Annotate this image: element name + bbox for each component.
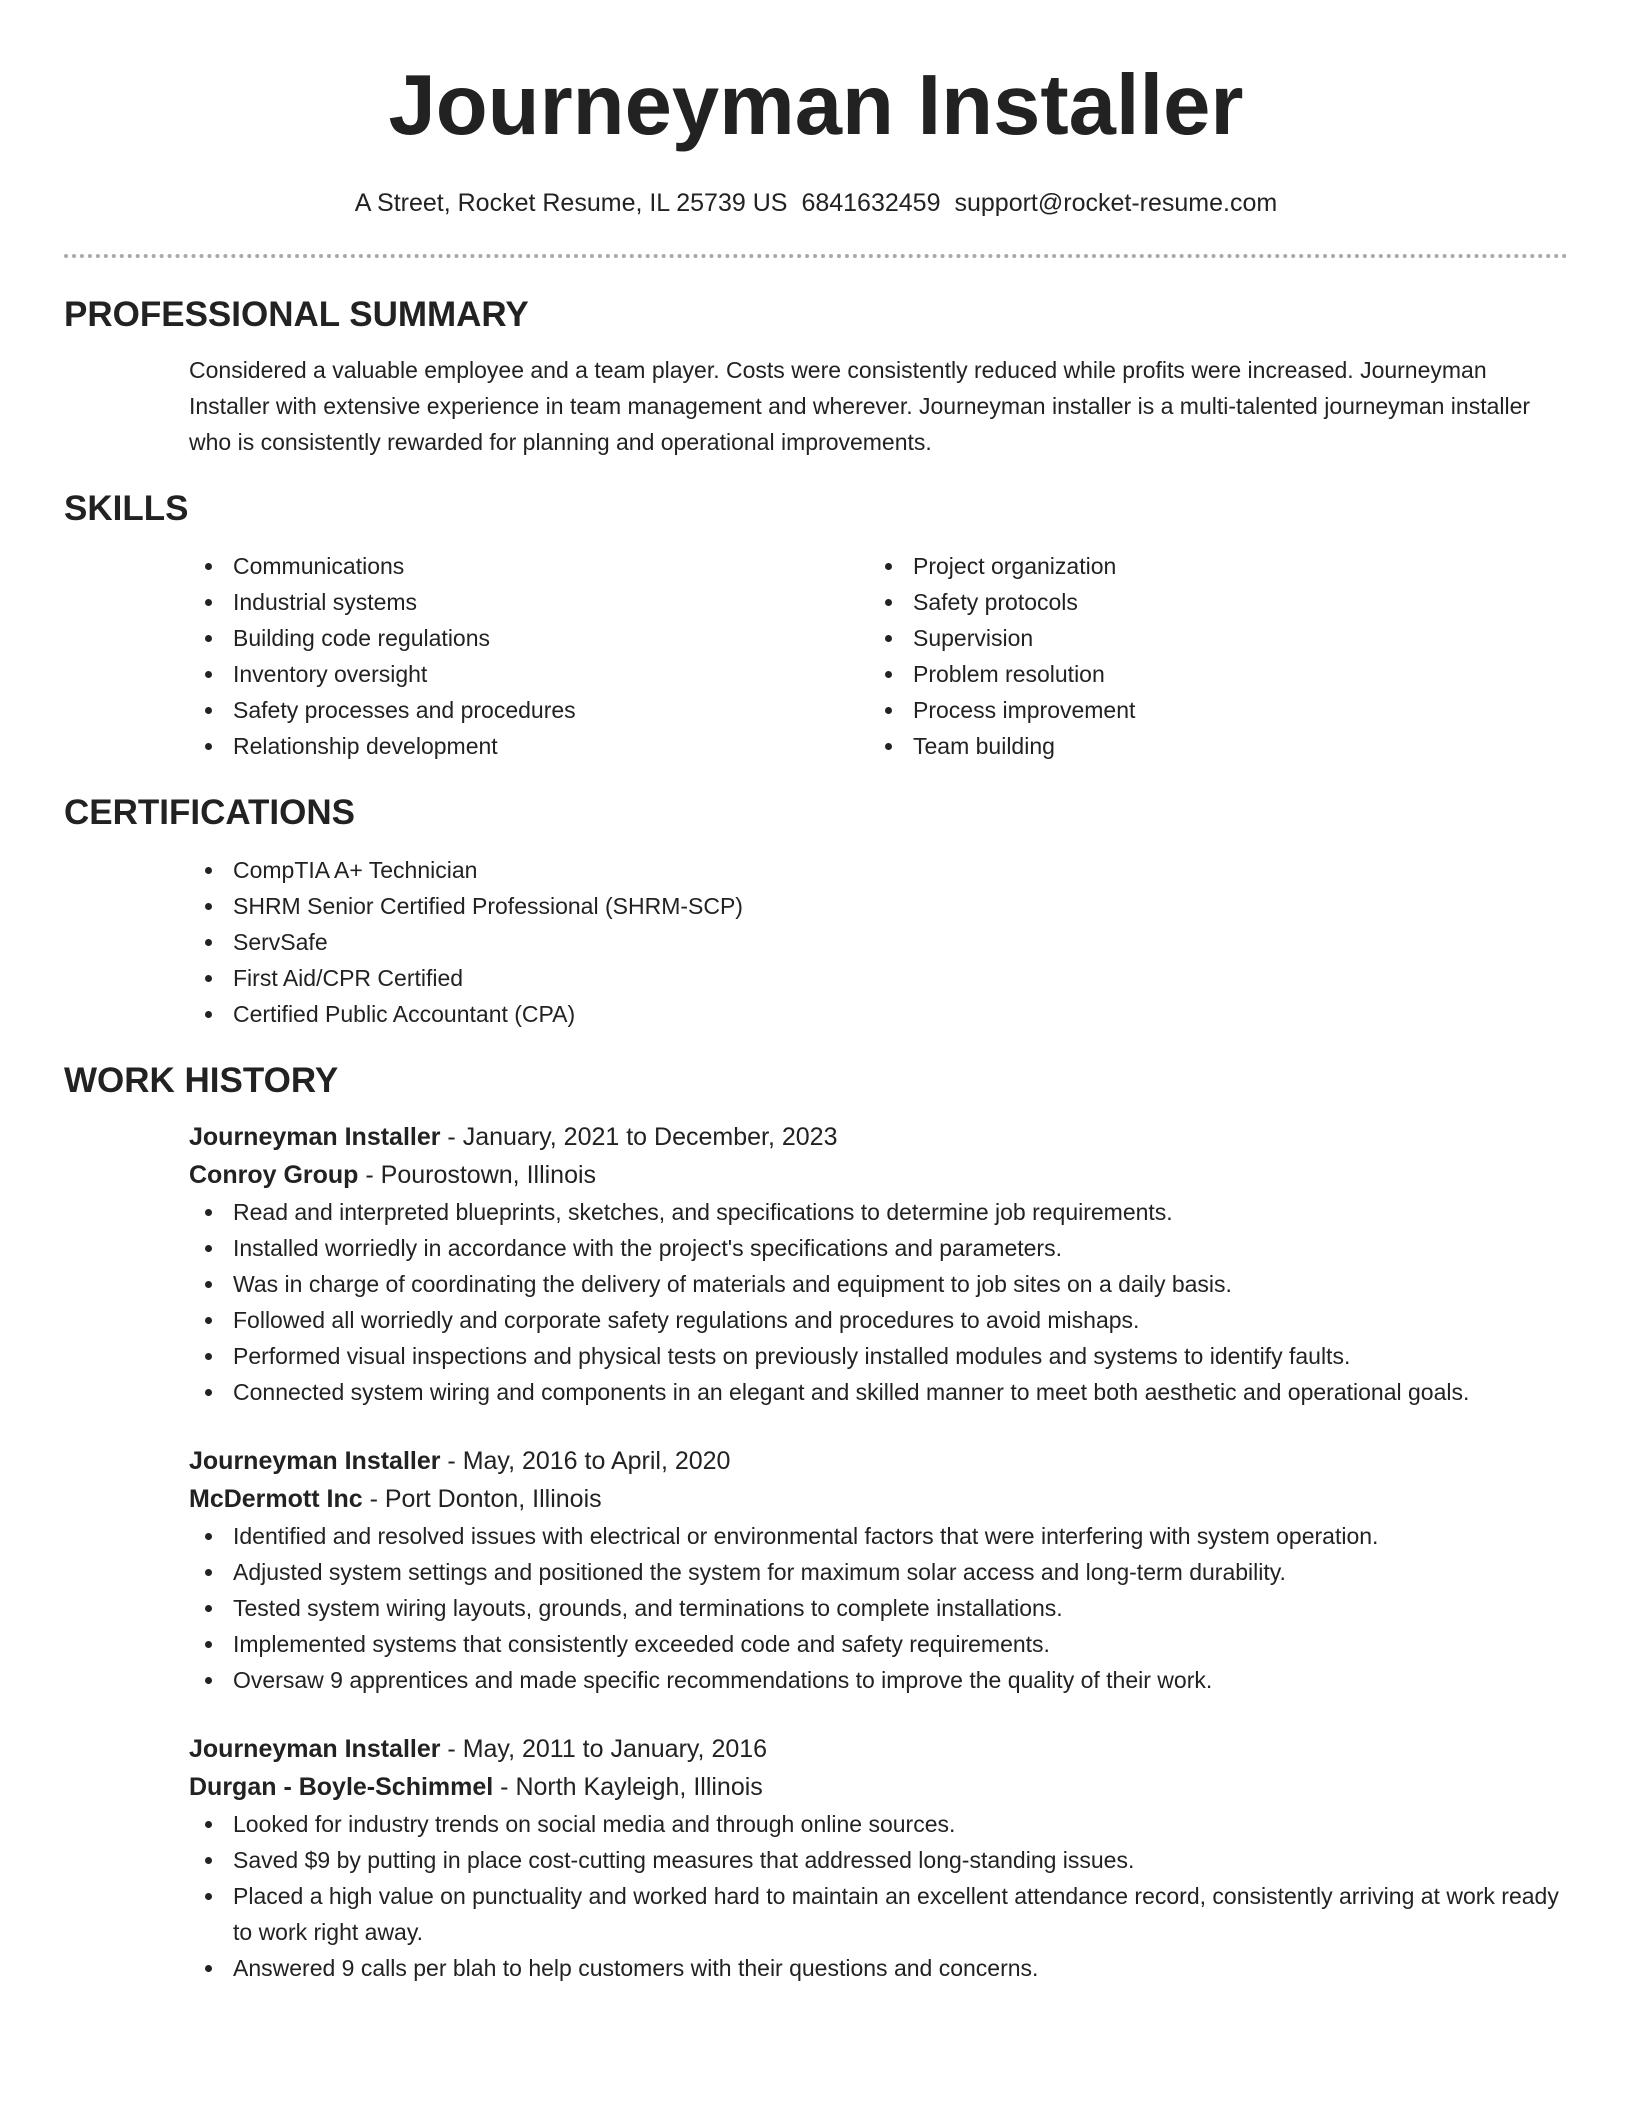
job-bullets <box>189 1194 1568 1410</box>
skills-grid <box>189 548 1568 764</box>
job-bullet: Installed worriedly in accordance with the project's specifications and parameters. <box>189 1230 1568 1266</box>
job-dates: - May, 2016 to April, 2020 <box>440 1447 731 1475</box>
job-bullet: Saved $9 by putting in place cost-cutting measures that addressed long-standing issues. <box>189 1842 1568 1878</box>
skill-item: Process improvement <box>869 692 1549 728</box>
job-title: Journeyman Installer <box>189 1735 441 1763</box>
skill-item: Relationship development <box>189 728 869 764</box>
job-bullet: Identified and resolved issues with electrical or environmental factors that were interfering with system operation. <box>189 1518 1568 1554</box>
job-bullet: Adjusted system settings and positioned the system for maximum solar access and long-term durability. <box>189 1554 1568 1590</box>
contact-phone: 6841632459 <box>801 189 941 217</box>
job-bullet: Answered 9 calls per blah to help customers with their questions and concerns. <box>189 1950 1568 1986</box>
job-dates: - May, 2011 to January, 2016 <box>440 1735 768 1763</box>
job-company-line <box>189 1156 1568 1194</box>
candidate-name: Journeyman Installer <box>388 58 1244 153</box>
job-bullet: Looked for industry trends on social media and through online sources. <box>189 1806 1568 1842</box>
summary-text: Considered a valuable employee and a team player. Costs were consistently reduced while profits were increased. Journeyman Installer with extensive experience in team management and wherever. Journeyman installer is a multi-talented journeyman installer who is consistently rewarded for planning and operational improvements. <box>189 357 1531 455</box>
summary-section <box>64 294 1568 460</box>
job-bullet: Connected system wiring and components in an elegant and skilled manner to meet both aesthetic and operational goals. <box>189 1374 1568 1410</box>
certifications-section <box>64 792 1568 1032</box>
skill-item: Team building <box>869 728 1549 764</box>
job-bullet: Oversaw 9 apprentices and made specific recommendations to improve the quality of their work. <box>189 1662 1568 1698</box>
job-company: Conroy Group <box>189 1161 359 1189</box>
resume-header <box>64 0 1568 220</box>
job-company-line <box>189 1768 1568 1806</box>
skill-item: Inventory oversight <box>189 656 869 692</box>
certification-item: First Aid/CPR Certified <box>189 960 1568 996</box>
section-title-work-history: WORK HISTORY <box>64 1061 339 1100</box>
job-location: - Pourostown, Illinois <box>358 1161 597 1189</box>
job-bullets <box>189 1806 1568 1986</box>
job-title: Journeyman Installer <box>189 1447 441 1475</box>
section-title-summary: PROFESSIONAL SUMMARY <box>64 295 529 334</box>
job-title-line <box>189 1118 1568 1156</box>
job-bullet: Was in charge of coordinating the delivery of materials and equipment to job sites on a daily basis. <box>189 1266 1568 1302</box>
skill-item: Building code regulations <box>189 620 869 656</box>
job-entry <box>189 1730 1568 1986</box>
job-title-line <box>189 1442 1568 1480</box>
work-history-section <box>64 1060 1568 1986</box>
certification-item: CompTIA A+ Technician <box>189 852 1568 888</box>
skill-item: Safety protocols <box>869 584 1549 620</box>
skills-section <box>64 488 1568 764</box>
skill-item: Industrial systems <box>189 584 869 620</box>
skill-item: Communications <box>189 548 869 584</box>
section-title-certifications: CERTIFICATIONS <box>64 793 356 832</box>
job-location: - North Kayleigh, Illinois <box>493 1773 763 1801</box>
skills-list-left <box>189 548 869 764</box>
job-entry <box>189 1442 1568 1698</box>
job-bullet: Placed a high value on punctuality and worked hard to maintain an excellent attendance record, consistently arriving at work ready to work right away. <box>189 1878 1568 1950</box>
contact-address: A Street, Rocket Resume, IL 25739 US <box>354 189 788 217</box>
job-location: - Port Donton, Illinois <box>362 1485 602 1513</box>
skills-list-right <box>869 548 1549 764</box>
contact-email[interactable]: support@rocket-resume.com <box>954 189 1278 217</box>
header-divider <box>64 254 1568 258</box>
job-bullet: Performed visual inspections and physical tests on previously installed modules and systems to identify faults. <box>189 1338 1568 1374</box>
job-bullets <box>189 1518 1568 1698</box>
skill-item: Supervision <box>869 620 1549 656</box>
job-bullet: Implemented systems that consistently exceeded code and safety requirements. <box>189 1626 1568 1662</box>
skill-item: Safety processes and procedures <box>189 692 869 728</box>
certification-item: SHRM Senior Certified Professional (SHRM-SCP) <box>189 888 1568 924</box>
contact-line <box>64 186 1568 220</box>
job-bullet: Followed all worriedly and corporate safety regulations and procedures to avoid mishaps. <box>189 1302 1568 1338</box>
job-company: McDermott Inc <box>189 1485 363 1513</box>
job-bullet: Tested system wiring layouts, grounds, and terminations to complete installations. <box>189 1590 1568 1626</box>
job-bullet: Read and interpreted blueprints, sketches, and specifications to determine job requirements. <box>189 1194 1568 1230</box>
section-title-skills: SKILLS <box>64 489 189 528</box>
job-company-line <box>189 1480 1568 1518</box>
job-entry <box>189 1118 1568 1410</box>
certification-item: Certified Public Accountant (CPA) <box>189 996 1568 1032</box>
job-dates: - January, 2021 to December, 2023 <box>440 1123 838 1151</box>
skill-item: Project organization <box>869 548 1549 584</box>
job-company: Durgan - Boyle-Schimmel <box>189 1773 494 1801</box>
skill-item: Problem resolution <box>869 656 1549 692</box>
job-title: Journeyman Installer <box>189 1123 441 1151</box>
certifications-list <box>189 852 1568 1032</box>
certification-item: ServSafe <box>189 924 1568 960</box>
job-title-line <box>189 1730 1568 1768</box>
